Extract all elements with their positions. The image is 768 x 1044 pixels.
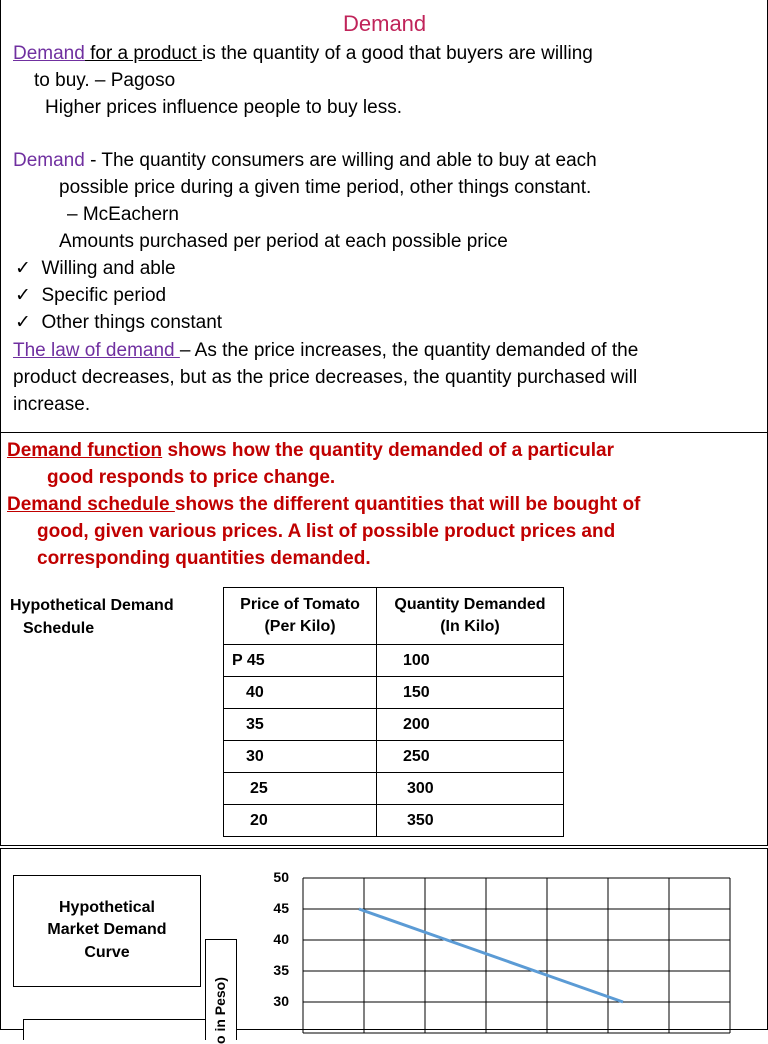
check-icon: ✓ bbox=[15, 312, 31, 333]
curve-label-line2: Market Demand bbox=[47, 921, 167, 938]
price-cell: 20 bbox=[224, 805, 377, 837]
table-row bbox=[224, 805, 564, 837]
table-row bbox=[224, 709, 564, 741]
curve-label-box bbox=[13, 875, 201, 987]
schedule-def-line2: good, given various prices. A list of possible product prices and bbox=[37, 521, 616, 542]
def2-line1 bbox=[13, 149, 597, 173]
page-title: Demand bbox=[343, 11, 427, 36]
y-tick-label: 35 bbox=[273, 962, 289, 978]
second-label-box bbox=[23, 1019, 211, 1040]
schedule-def-text: shows the different quantities that will be bought of bbox=[174, 494, 641, 515]
price-cell: P 45 bbox=[224, 645, 377, 677]
table-row bbox=[224, 645, 564, 677]
check-icon: ✓ bbox=[15, 285, 31, 306]
price-cell: 25 bbox=[224, 773, 377, 805]
quantity-cell: 150 bbox=[377, 677, 564, 709]
price-cell: 35 bbox=[224, 709, 377, 741]
y-tick-label: 45 bbox=[273, 900, 289, 916]
schedule-def-term: Demand schedule bbox=[7, 494, 175, 515]
law-line2: product decreases, but as the price decreases, the quantity purchased will bbox=[13, 367, 638, 388]
demand-schedule-panel bbox=[0, 432, 768, 846]
demand-curve-chart bbox=[301, 877, 733, 1037]
schedule-label-line2: Schedule bbox=[23, 620, 95, 637]
law-term: The law of demand bbox=[13, 340, 180, 361]
demand-definitions-panel bbox=[0, 0, 768, 433]
demand-curve-panel bbox=[0, 848, 768, 1044]
checklist-item: ✓ Other things constant bbox=[15, 312, 223, 333]
y-tick-label: 50 bbox=[273, 869, 289, 885]
def2-line4: Amounts purchased per period at each possible price bbox=[59, 231, 508, 252]
schedule-label-line1: Hypothetical Demand bbox=[10, 597, 174, 614]
quantity-cell: 350 bbox=[377, 805, 564, 837]
def1-line2: to buy. – Pagoso bbox=[34, 70, 176, 91]
def2-text: - The quantity consumers are willing and able to buy at each bbox=[84, 150, 597, 171]
y-tick-label: 30 bbox=[273, 993, 289, 1009]
def1-line3: Higher prices influence people to buy less. bbox=[45, 97, 402, 118]
def1-term: Demand bbox=[13, 43, 85, 64]
table-header-row bbox=[224, 588, 564, 645]
function-term: Demand function bbox=[7, 440, 163, 461]
quantity-cell: 200 bbox=[377, 709, 564, 741]
law-line3: increase. bbox=[13, 394, 91, 415]
demand-curve-line bbox=[359, 909, 623, 1002]
def1-line1 bbox=[13, 42, 593, 66]
table-row bbox=[224, 741, 564, 773]
function-line1 bbox=[7, 439, 614, 463]
law-text: – As the price increases, the quantity demanded of the bbox=[179, 340, 639, 361]
price-cell: 40 bbox=[224, 677, 377, 709]
quantity-column-header: Quantity Demanded (In Kilo) bbox=[377, 588, 564, 645]
table-row bbox=[224, 677, 564, 709]
function-text: shows how the quantity demanded of a particular bbox=[162, 440, 615, 461]
table-row bbox=[224, 773, 564, 805]
def2-line3: – McEachern bbox=[67, 204, 179, 225]
check-icon: ✓ bbox=[15, 258, 31, 279]
def1-term-suffix: for a product bbox=[84, 43, 203, 64]
curve-label-line1: Hypothetical bbox=[58, 899, 155, 916]
y-tick-label: 40 bbox=[273, 931, 289, 947]
y-axis-title: o in Peso) bbox=[212, 977, 228, 1044]
checklist-item: ✓ Willing and able bbox=[15, 258, 176, 279]
function-line2: good responds to price change. bbox=[47, 467, 336, 488]
demand-schedule-table bbox=[223, 587, 564, 837]
quantity-cell: 300 bbox=[377, 773, 564, 805]
def1-text: is the quantity of a good that buyers are willing bbox=[202, 43, 593, 64]
y-axis-title-box bbox=[205, 939, 237, 1044]
def2-term: Demand bbox=[13, 150, 85, 171]
checklist-item: ✓ Specific period bbox=[15, 285, 167, 306]
quantity-cell: 250 bbox=[377, 741, 564, 773]
curve-label-line3: Curve bbox=[84, 944, 130, 961]
quantity-cell: 100 bbox=[377, 645, 564, 677]
price-column-header: Price of Tomato (Per Kilo) bbox=[224, 588, 377, 645]
schedule-def-line1 bbox=[7, 493, 640, 517]
law-line1 bbox=[13, 339, 638, 363]
def2-line2: possible price during a given time period, other things constant. bbox=[59, 177, 592, 198]
price-cell: 30 bbox=[224, 741, 377, 773]
schedule-def-line3: corresponding quantities demanded. bbox=[37, 548, 371, 569]
